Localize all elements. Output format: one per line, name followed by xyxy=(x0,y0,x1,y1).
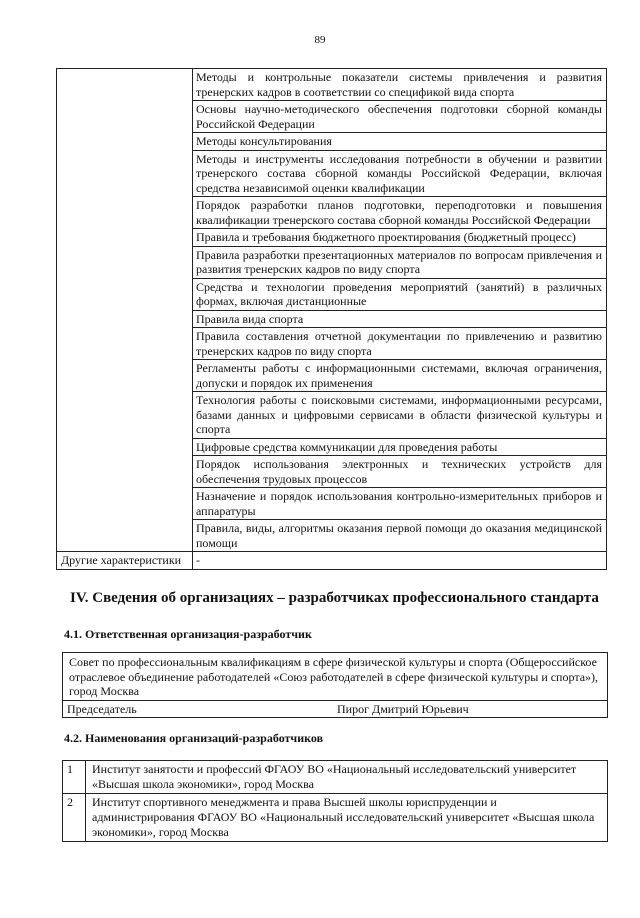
table-row xyxy=(63,653,608,701)
org-name: Институт занятости и профессий ФГАОУ ВО «Национальный исследовательский университет «Высшая школа экономики», город Москва xyxy=(86,761,608,794)
row-label-cell xyxy=(57,69,193,552)
chair-cell xyxy=(63,700,608,718)
section-4-1-title: 4.1. Ответственная организация-разработчик xyxy=(64,627,312,641)
knowledge-item: Технология работы с поисковыми системами, информационными ресурсами, базами данных и цифровыми сервисами в области физической культуры и спорта xyxy=(193,392,607,439)
developer-orgs-table xyxy=(62,760,608,842)
section-4-2-title: 4.2. Наименования организаций-разработчиков xyxy=(64,731,324,745)
org-name: Институт спортивного менеджмента и права Высшей школы юриспруденции и администрирования ФГАОУ ВО «Национальный исследовательский университет «Высшая школа экономики», город Москва xyxy=(86,794,608,842)
knowledge-item: Методы и контрольные показатели системы привлечения и развития тренерских кадров в соответствии со спецификой вида спорта xyxy=(193,69,607,101)
knowledge-table xyxy=(56,68,607,570)
knowledge-item: Методы и инструменты исследования потребности в обучении и развитии тренерского состава сборной команды Российской Федерации, включая средства независимой оценки квалификации xyxy=(193,150,607,197)
knowledge-item: Правила и требования бюджетного проектирования (бюджетный процесс) xyxy=(193,229,607,247)
knowledge-item: Назначение и порядок использования контрольно-измерительных приборов и аппаратуры xyxy=(193,488,607,520)
chair-name: Пирог Дмитрий Юрьевич xyxy=(337,701,469,716)
table-row xyxy=(63,794,608,842)
knowledge-item: Правила, виды, алгоритмы оказания первой помощи до оказания медицинской помощи xyxy=(193,520,607,552)
knowledge-item: Правила вида спорта xyxy=(193,310,607,328)
responsible-org-table xyxy=(62,652,608,718)
knowledge-item: Порядок использования электронных и технических устройств для обеспечения трудовых процессов xyxy=(193,456,607,488)
knowledge-item: Средства и технологии проведения мероприятий (занятий) в различных формах, включая дистанционные xyxy=(193,278,607,310)
section-iv-title: IV. Сведения об организациях – разработчиках профессионального стандарта xyxy=(70,590,599,606)
org-number: 2 xyxy=(63,794,86,842)
page-number: 89 xyxy=(314,34,326,46)
knowledge-item: Цифровые средства коммуникации для проведения работы xyxy=(193,438,607,456)
knowledge-item: Правила разработки презентационных материалов по вопросам привлечения и развития тренерских кадров по виду спорта xyxy=(193,246,607,278)
other-characteristics-value: - xyxy=(193,552,607,570)
other-characteristics-label: Другие характеристики xyxy=(57,552,193,570)
org-number: 1 xyxy=(63,761,86,794)
table-row xyxy=(63,761,608,794)
knowledge-item: Порядок разработки планов подготовки, переподготовки и повышения квалификации тренерского состава сборной команды Российской Федерации xyxy=(193,197,607,229)
table-row xyxy=(57,552,607,570)
table-row xyxy=(57,69,607,101)
knowledge-item: Регламенты работы с информационными системами, включая ограничения, допуски и порядок их применения xyxy=(193,360,607,392)
knowledge-item: Правила составления отчетной документации по привлечению и развитию тренерских кадров по виду спорта xyxy=(193,328,607,360)
chair-label: Председатель xyxy=(67,701,137,716)
table-row xyxy=(63,700,608,718)
knowledge-item: Основы научно-методического обеспечения подготовки сборной команды Российской Федерации xyxy=(193,101,607,133)
org-name: Совет по профессиональным квалификациям в сфере физической культуры и спорта (Общероссийское отраслевое объединение работодателей «Союз работодателей в сфере физической культуры и спорта»), город Москва xyxy=(63,653,608,701)
knowledge-item: Методы консультирования xyxy=(193,133,607,151)
